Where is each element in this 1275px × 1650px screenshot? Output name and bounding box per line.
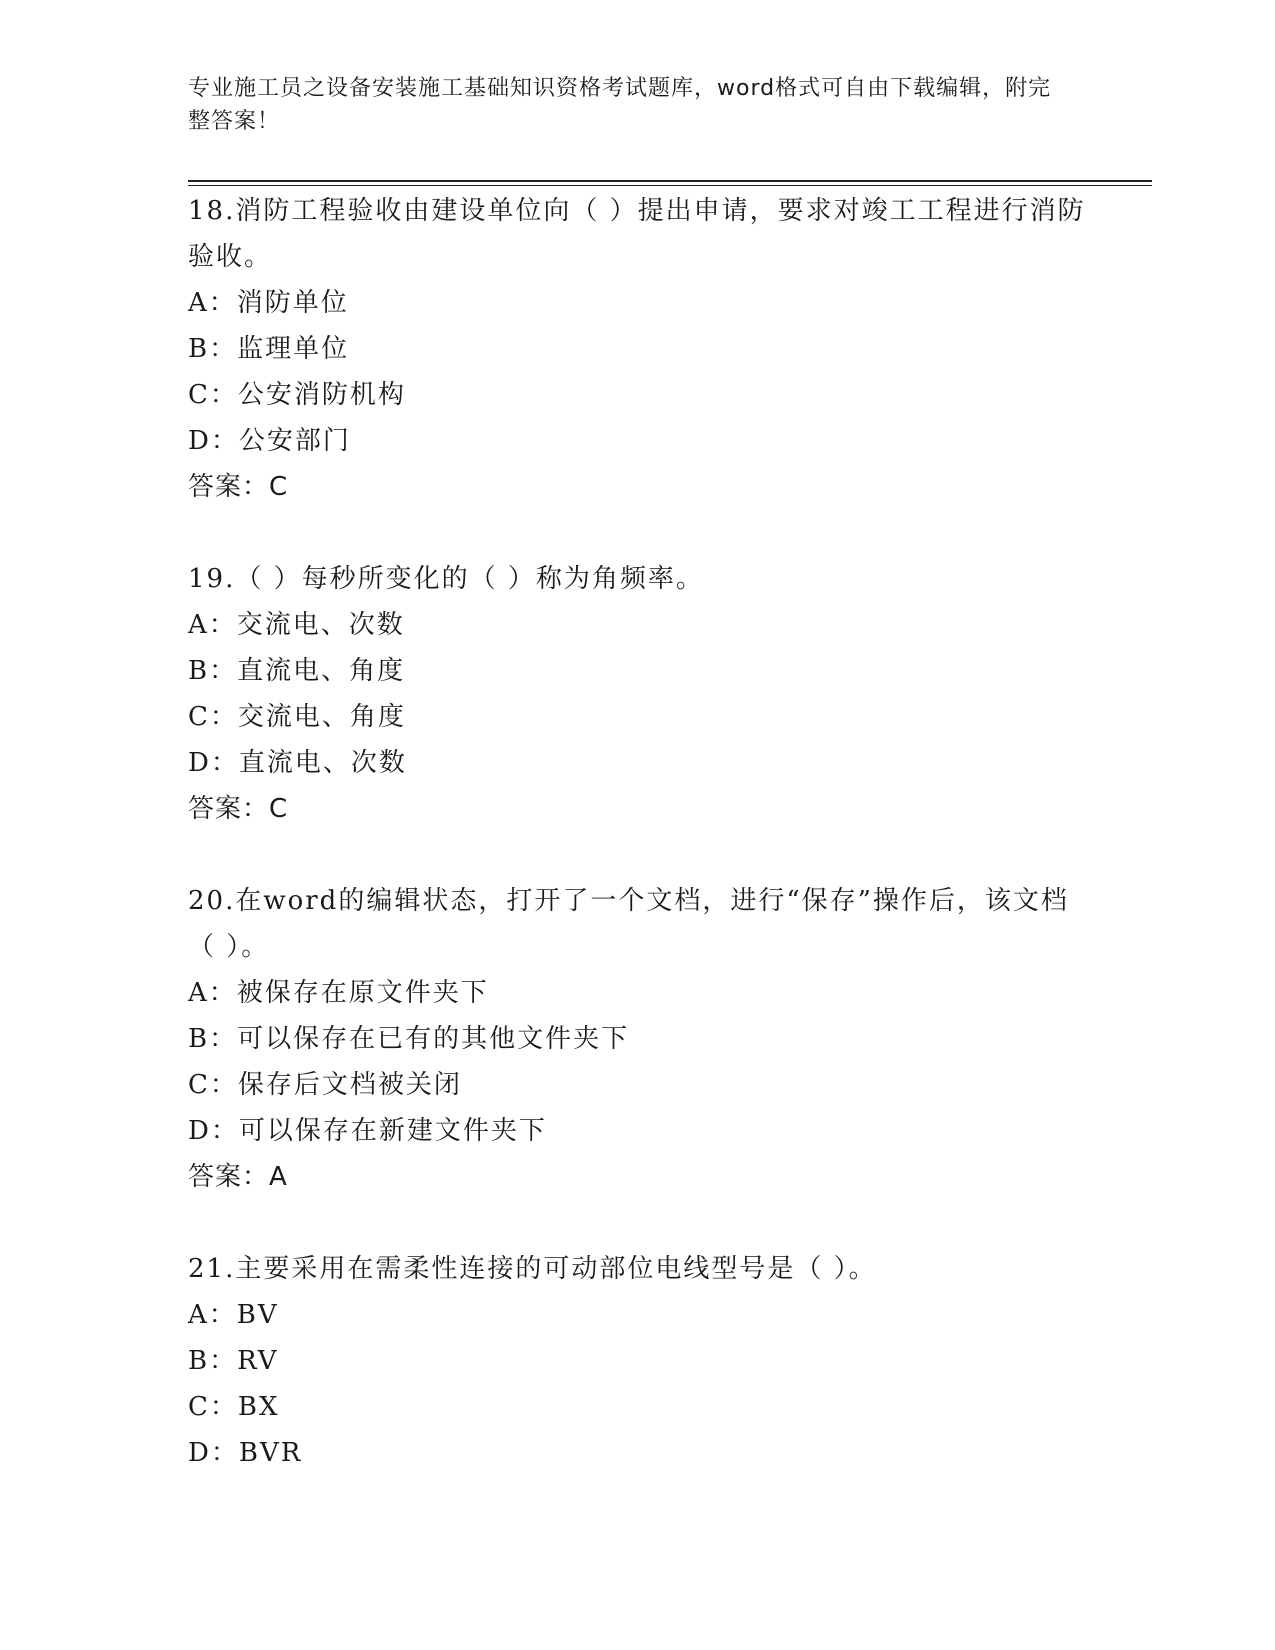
option-b: B：RV	[188, 1346, 279, 1376]
header-text: 专业施工员之设备安装施工基础知识资格考试题库，word格式可自由下载编辑，附完整答案！	[188, 76, 1052, 134]
question-19	[188, 556, 1088, 832]
header-divider-thick	[188, 180, 1152, 182]
answer: 答案：C	[188, 472, 289, 502]
question-title: 19.（ ）每秒所变化的（ ）称为角频率。	[188, 564, 704, 594]
option-b: B：直流电、角度	[188, 656, 406, 686]
option-a: A：被保存在原文件夹下	[188, 978, 489, 1008]
option-d: D：BVR	[188, 1438, 303, 1468]
question-21	[188, 1246, 1088, 1476]
option-c: C：交流电、角度	[188, 702, 406, 732]
option-a: A：BV	[188, 1300, 279, 1330]
question-title: 21.主要采用在需柔性连接的可动部位电线型号是（ ）。	[188, 1254, 877, 1284]
option-a: A：消防单位	[188, 288, 349, 318]
question-list	[188, 188, 1088, 1476]
answer: 答案：A	[188, 1162, 288, 1192]
option-d: D：可以保存在新建文件夹下	[188, 1116, 547, 1146]
question-title: 18.消防工程验收由建设单位向（ ）提出申请，要求对竣工工程进行消防验收。	[188, 196, 1086, 272]
question-20	[188, 878, 1088, 1200]
option-a: A：交流电、次数	[188, 610, 405, 640]
option-d: D：公安部门	[188, 426, 351, 456]
answer: 答案：C	[188, 794, 289, 824]
spacer	[188, 832, 1088, 878]
option-c: C：BX	[188, 1392, 280, 1422]
option-b: B：可以保存在已有的其他文件夹下	[188, 1024, 630, 1054]
option-b: B：监理单位	[188, 334, 350, 364]
question-18	[188, 188, 1088, 510]
question-title: 20.在word的编辑状态，打开了一个文档，进行“保存”操作后，该文档（ ）。	[188, 886, 1069, 962]
spacer	[188, 510, 1088, 556]
spacer	[188, 1200, 1088, 1246]
option-d: D：直流电、次数	[188, 748, 407, 778]
document-header	[188, 72, 1068, 138]
option-c: C：公安消防机构	[188, 380, 406, 410]
header-divider-thin	[188, 185, 1152, 186]
option-c: C：保存后文档被关闭	[188, 1070, 462, 1100]
